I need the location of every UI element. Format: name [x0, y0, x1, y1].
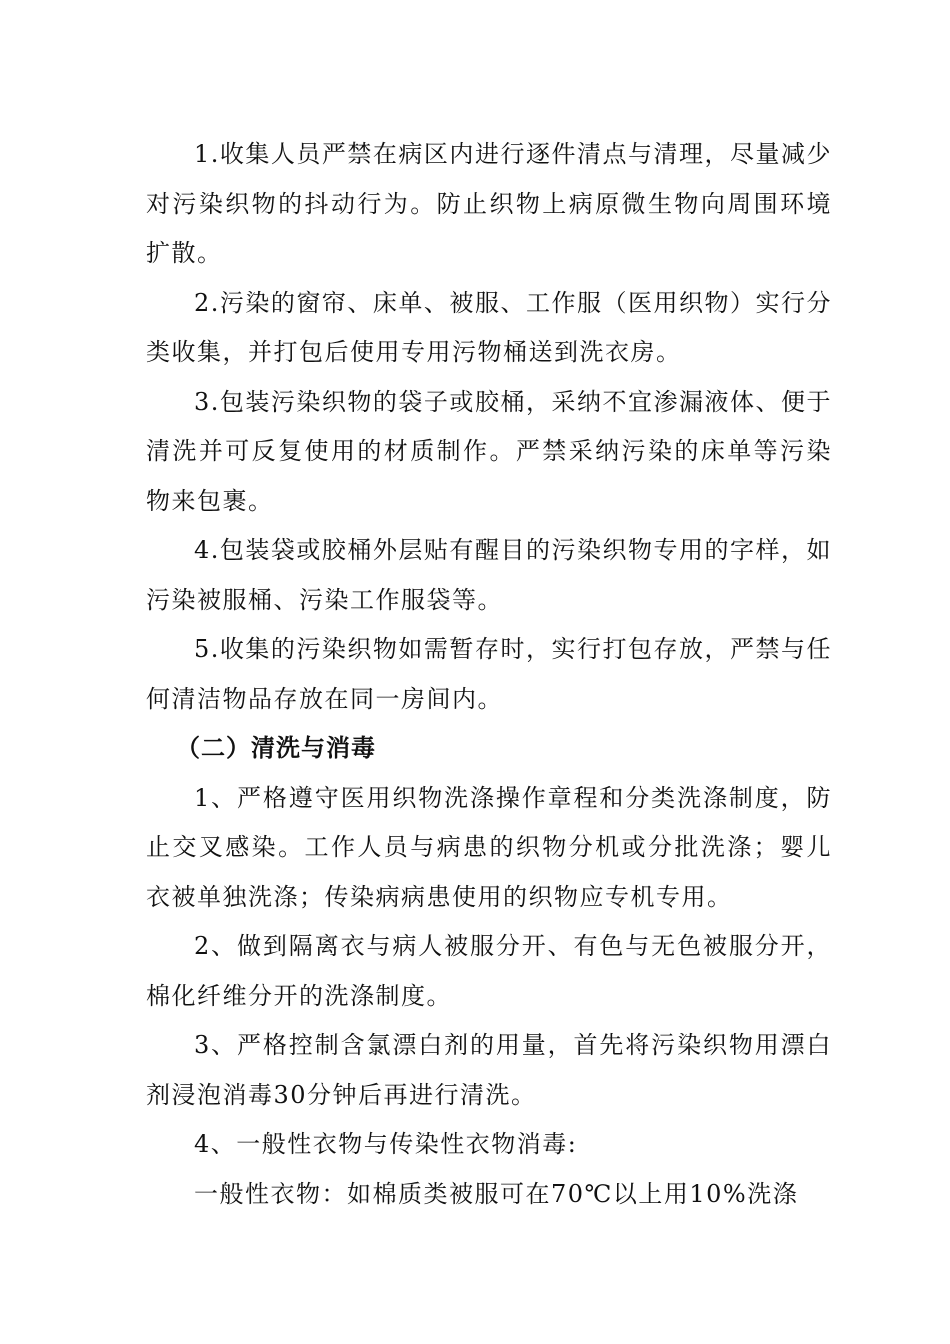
section-heading-cleaning-disinfection: （二）清洗与消毒	[176, 734, 376, 762]
cleaning-item-2: 2、做到隔离衣与病人被服分开、有色与无色被服分开，棉化纤维分开的洗涤制度。	[146, 932, 832, 1010]
paragraph-item-1: 1.收集人员严禁在病区内进行逐件清点与清理，尽量减少对污染织物的抖动行为。防止织物上病原微生物向周围环境扩散。	[146, 140, 832, 267]
cleaning-item-1: 1、严格遵守医用织物洗涤操作章程和分类洗涤制度，防止交叉感染。工作人员与病患的织物分机或分批洗涤；婴儿衣被单独洗涤；传染病病患使用的织物应专机专用。	[146, 783, 832, 911]
cleaning-item-3: 3、严格控制含氯漂白剂的用量，首先将污染织物用漂白剂浸泡消毒30分钟后再进行清洗。	[146, 1031, 832, 1109]
document-body	[146, 130, 832, 1219]
paragraph-item-4: 4.包装袋或胶桶外层贴有醒目的污染织物专用的字样，如污染被服桶、污染工作服袋等。	[146, 536, 832, 614]
cleaning-item-4: 4、一般性衣物与传染性衣物消毒:	[194, 1130, 578, 1158]
paragraph-item-5: 5.收集的污染织物如需暂存时，实行打包存放，严禁与任何清洁物品存放在同一房间内。	[146, 635, 832, 713]
paragraph-item-2: 2.污染的窗帘、床单、被服、工作服（医用织物）实行分类收集，并打包后使用专用污物桶送到洗衣房。	[146, 288, 832, 366]
general-clothing-paragraph: 一般性衣物：如棉质类被服可在70℃以上用10%洗涤	[194, 1179, 799, 1208]
paragraph-item-3: 3.包装污染织物的袋子或胶桶，采纳不宜渗漏液体、便于清洗并可反复使用的材质制作。严禁采纳污染的床单等污染物来包裹。	[146, 387, 832, 515]
